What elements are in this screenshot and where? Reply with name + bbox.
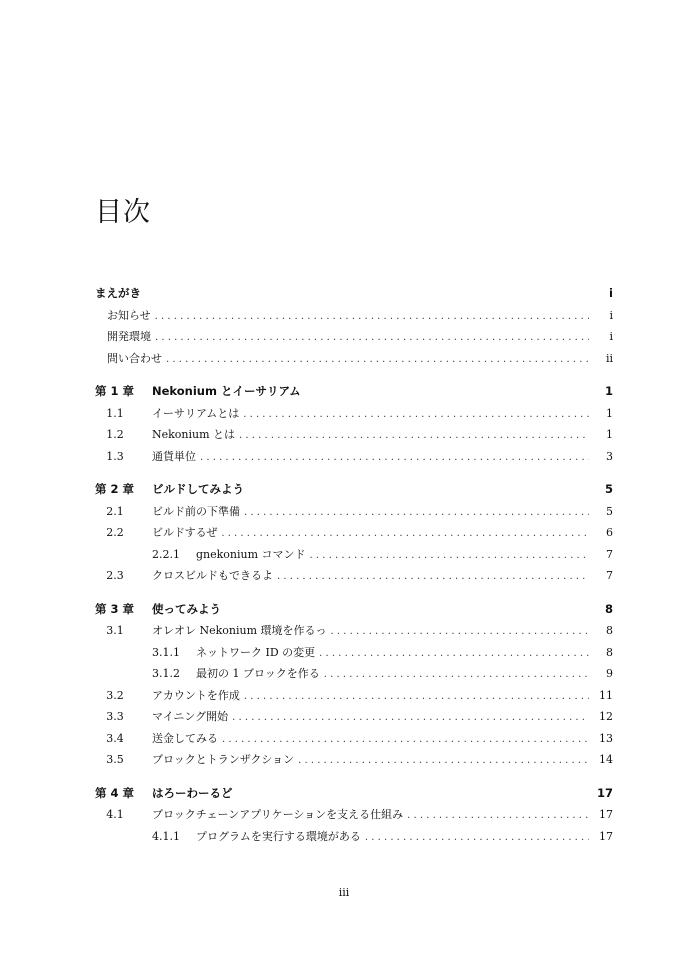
chapter-number: 第 1 章 [95, 384, 135, 398]
toc-entry-page: 8 [604, 601, 613, 616]
section-number: 1.2 [106, 428, 124, 441]
section-number: 3.4 [106, 731, 124, 745]
subsection-number: 3.1.1 [152, 645, 180, 659]
toc-entry-subsection[interactable] [95, 826, 613, 848]
chapter-title: 使ってみよう [152, 601, 221, 616]
toc-entry-page: 12 [599, 710, 613, 723]
subsection-number: 3.1.2 [152, 667, 180, 680]
dot-leader [365, 827, 589, 849]
chapter-title: ビルドしてみよう [152, 482, 244, 496]
toc-entry-label: 開発環境 [107, 330, 151, 343]
section-title: イーサリアムとは [152, 406, 240, 420]
page-number: iii [338, 886, 350, 899]
section-number: 2.2 [106, 526, 124, 539]
toc-entry-page: 17 [596, 785, 613, 800]
toc-entry-page: 5 [604, 482, 613, 496]
dot-leader [407, 805, 589, 827]
dot-leader [244, 686, 589, 708]
dot-leader [232, 707, 589, 729]
section-number: 1.1 [106, 406, 124, 420]
toc-entry-page: 11 [599, 688, 613, 702]
dot-leader [155, 327, 589, 349]
chapter-group [95, 783, 613, 848]
section-number: 4.1 [106, 808, 124, 821]
chapter-group [95, 381, 613, 467]
chapter-group [95, 599, 613, 771]
section-title: 送金してみる [152, 731, 218, 745]
toc-entry-page: 14 [599, 753, 613, 766]
section-title: ブロックチェーンアプリケーションを支える仕組み [152, 808, 404, 821]
toc-entry-page: 1 [604, 384, 613, 398]
section-number: 3.2 [106, 688, 124, 702]
toc-entry-page: i [609, 308, 613, 322]
toc-entry-section[interactable] [95, 685, 613, 707]
toc-entry-chapter[interactable] [95, 599, 613, 621]
toc-entry-section[interactable] [95, 804, 613, 826]
page-title: 目次 [95, 197, 151, 229]
section-number: 2.3 [106, 569, 124, 582]
dot-leader [166, 349, 589, 371]
dot-leader [277, 566, 589, 588]
table-of-contents [95, 283, 613, 859]
dot-leader [324, 664, 589, 686]
toc-entry-front-item[interactable] [95, 348, 613, 370]
subsection-title: ネットワーク ID の変更 [196, 645, 316, 659]
toc-entry-section[interactable] [95, 403, 613, 425]
toc-entry-page: 13 [599, 731, 613, 745]
subsection-title: プログラムを実行する環境がある [196, 829, 361, 843]
dot-leader [155, 306, 589, 328]
toc-entry-page: 7 [606, 569, 613, 582]
section-title: アカウントを作成 [152, 688, 240, 702]
dot-leader [243, 404, 589, 426]
section-title: Nekonium とは [152, 428, 236, 441]
dot-leader [244, 502, 589, 524]
toc-entry-section[interactable] [95, 620, 613, 642]
toc-entry-page: 8 [606, 624, 613, 637]
toc-entry-page: 3 [606, 449, 613, 463]
section-number: 3.1 [106, 624, 124, 637]
chapter-title: Nekonium とイーサリアム [152, 384, 301, 398]
section-number: 3.3 [106, 710, 124, 723]
subsection-number: 2.2.1 [152, 547, 180, 561]
subsection-number: 4.1.1 [152, 829, 180, 843]
toc-entry-label: お知らせ [107, 308, 151, 322]
toc-entry-section[interactable] [95, 565, 613, 587]
section-title: ビルド前の下準備 [152, 504, 240, 518]
dot-leader [298, 750, 589, 772]
toc-entry-front-item[interactable] [95, 326, 613, 348]
dot-leader [222, 729, 589, 751]
toc-entry-page: i [609, 286, 613, 300]
subsection-title: 最初の 1 ブロックを作る [196, 667, 320, 680]
toc-entry-page: 9 [606, 667, 613, 680]
chapter-number: 第 2 章 [95, 482, 135, 496]
toc-entry-page: 5 [606, 504, 613, 518]
toc-entry-section[interactable] [95, 728, 613, 750]
section-title: ビルドするぜ [152, 526, 218, 539]
toc-entry-label: 問い合わせ [107, 351, 162, 365]
toc-entry-label: まえがき [95, 286, 141, 300]
toc-entry-page: 7 [606, 547, 613, 561]
chapter-number: 第 4 章 [95, 785, 135, 800]
section-title: クロスビルドもできるよ [152, 569, 273, 582]
dot-leader [200, 447, 589, 469]
chapter-group [95, 479, 613, 587]
toc-entry-page: 8 [606, 645, 613, 659]
dot-leader [319, 643, 589, 665]
toc-entry-section[interactable] [95, 424, 613, 446]
dot-leader [310, 545, 589, 567]
toc-entry-section[interactable] [95, 501, 613, 523]
section-number: 3.5 [106, 753, 124, 766]
toc-entry-chapter[interactable] [95, 783, 613, 805]
section-title: ブロックとトランザクション [152, 753, 295, 766]
toc-entry-page: 17 [599, 808, 613, 821]
section-title: マイニング開始 [152, 710, 229, 723]
toc-entry-page: 6 [606, 526, 613, 539]
toc-entry-page: 17 [599, 829, 613, 843]
toc-entry-chapter[interactable] [95, 479, 613, 501]
section-title: 通貨単位 [152, 449, 196, 463]
subsection-title: gnekonium コマンド [196, 547, 306, 561]
chapter-number: 第 3 章 [95, 601, 135, 616]
toc-entry-page: 1 [606, 428, 613, 441]
toc-entry-section[interactable] [95, 446, 613, 468]
section-number: 1.3 [106, 449, 124, 463]
toc-entry-chapter[interactable] [95, 381, 613, 403]
toc-entry-front-item[interactable] [95, 305, 613, 327]
toc-entry-page: 1 [606, 406, 613, 420]
toc-entry-subsection[interactable] [95, 663, 613, 685]
dot-leader [221, 523, 589, 545]
dot-leader [239, 425, 589, 447]
toc-entry-page: ii [605, 351, 613, 365]
toc-entry-section[interactable] [95, 706, 613, 728]
toc-entry-section[interactable] [95, 749, 613, 771]
toc-entry-front-heading[interactable] [95, 283, 613, 305]
toc-entry-section[interactable] [95, 522, 613, 544]
dot-leader [331, 621, 589, 643]
toc-entry-subsection[interactable] [95, 544, 613, 566]
chapter-title: はろーわーるど [152, 785, 233, 800]
toc-entry-subsection[interactable] [95, 642, 613, 664]
front-matter-group [95, 283, 613, 369]
section-number: 2.1 [106, 504, 124, 518]
section-title: オレオレ Nekonium 環境を作るっ [152, 624, 327, 637]
toc-entry-page: i [609, 330, 613, 343]
